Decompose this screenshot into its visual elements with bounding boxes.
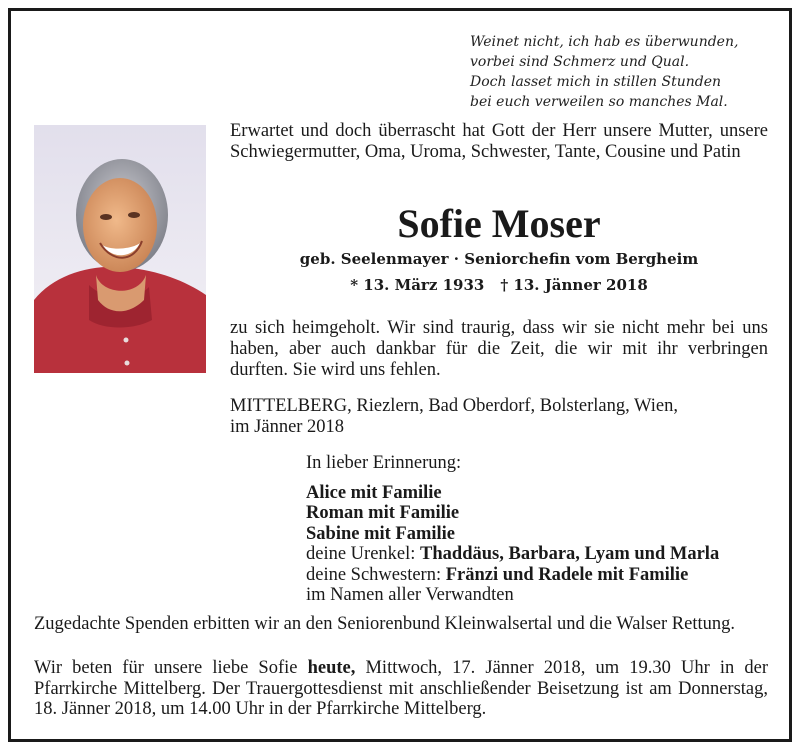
great-grandchildren-names: Thaddäus, Barbara, Lyam und Marla <box>420 544 720 564</box>
great-grandchildren-line <box>306 544 776 565</box>
mourners-list <box>306 453 776 606</box>
deceased-name: Sofie Moser <box>397 201 601 246</box>
great-grandchildren-label: deine Urenkel: <box>306 544 421 564</box>
death-date: † 13. Jänner 2018 <box>500 276 648 294</box>
memory-heading: In lieber Erinnerung: <box>306 453 462 473</box>
place-line: MITTELBERG, Riezlern, Bad Oberdorf, Bolsterlang, Wien, <box>230 396 678 416</box>
birth-date: * 13. März 1933 <box>350 276 485 294</box>
sisters-label: deine Schwestern: <box>306 564 446 585</box>
family-entry: Alice mit Familie <box>306 482 442 503</box>
poem-line: bei euch verweilen so manches Mal. <box>470 94 728 110</box>
poem-line: Doch lasset mich in stillen Stunden <box>470 74 722 90</box>
service-today: heute, <box>307 658 356 678</box>
date-line: im Jänner 2018 <box>230 417 345 437</box>
portrait-image <box>34 125 206 373</box>
family-entry: Roman mit Familie <box>306 503 460 523</box>
poem-line: Weinet nicht, ich hab es überwunden, <box>470 34 739 50</box>
service-part-1: Wir beten für unsere liebe Sofie <box>34 658 308 678</box>
family-entry: Sabine mit Familie <box>306 523 456 544</box>
sisters-line <box>306 565 776 586</box>
place-date <box>230 396 768 438</box>
birth-name-title: geb. Seelenmayer · Seniorchefin vom Bergheim <box>299 250 699 268</box>
intro-text: Erwartet und doch überrascht hat Gott der Herr unsere Mutter, unsere Schwiegermutter, Oma, Uroma, Schwester, Tante, Cousine und Patin <box>230 121 768 162</box>
relatives-line: im Namen aller Verwandten <box>306 585 514 605</box>
life-dates <box>230 275 768 295</box>
service-text <box>34 658 768 720</box>
donations-text: Zugedachte Spenden erbitten wir an den Seniorenbund Kleinwalsertal und die Walser Rettung. <box>34 614 735 634</box>
service-part-2: Mittwoch, 17. Jänner 2018, um 19.30 Uhr in der Pfarrkirche Mittelberg. Der Trauergottesdienst mit anschließender Beisetzung ist am Donnerstag, 18. Jänner 2018, um 14.00 Uhr in der Pfarrkirche Mittelberg. <box>34 658 768 719</box>
sisters-names: Fränzi und Radele mit Familie <box>445 564 689 585</box>
portrait-photo <box>34 125 206 373</box>
poem-line: vorbei sind Schmerz und Qual. <box>470 54 690 70</box>
poem <box>470 32 780 112</box>
body-text: zu sich heimgeholt. Wir sind traurig, dass wir sie nicht mehr bei uns haben, aber auch dankbar für die Zeit, die wir mit ihr verbringen durften. Sie wird uns fehlen. <box>230 318 768 380</box>
